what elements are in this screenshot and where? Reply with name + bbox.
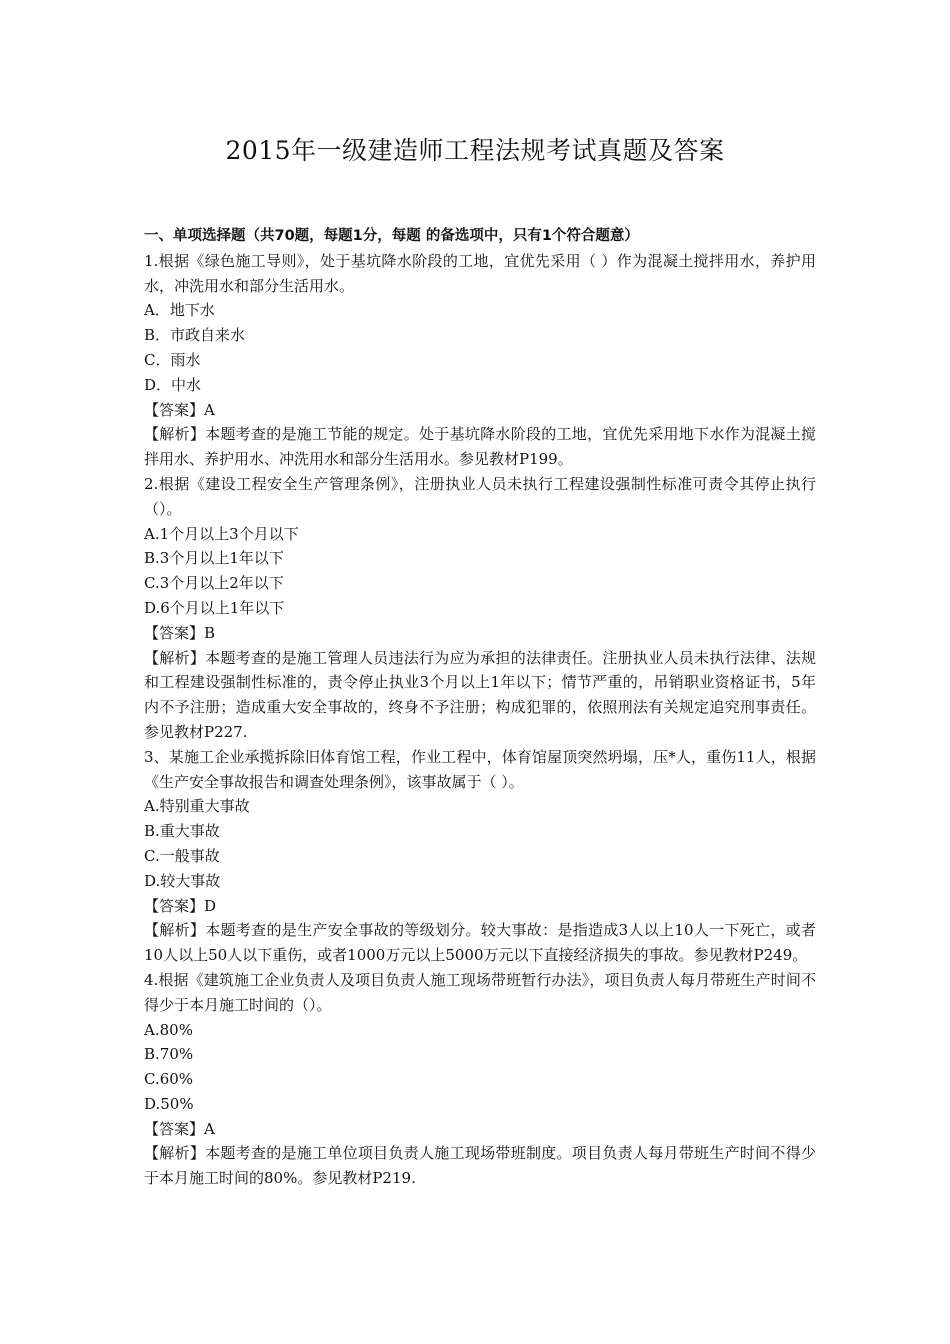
- option-d: D．中水: [144, 375, 202, 394]
- option-c: C.60%: [144, 1070, 194, 1089]
- question-2: [144, 472, 816, 745]
- option-d: D.50%: [144, 1094, 194, 1113]
- option-d: D.6个月以上1年以下: [144, 598, 285, 617]
- explanation: 【解析】本题考查的是施工单位项目负责人施工现场带班制度。项目负责人每月带班生产时间不得少于本月施工时间的80%。参见教材P219.: [144, 1144, 816, 1188]
- answer-line: 【答案】A: [144, 1119, 215, 1138]
- question-stem: 2.根据《建设工程安全生产管理条例》，注册执业人员未执行工程建设强制性标准可责令其停止执行（）。: [144, 474, 816, 518]
- question-1: [144, 249, 816, 472]
- option-b: B.重大事故: [144, 822, 220, 841]
- option-d: D.较大事故: [144, 871, 221, 890]
- question-3: [144, 745, 816, 968]
- option-b: B.70%: [144, 1045, 194, 1064]
- option-a: A．地下水: [144, 301, 215, 320]
- document-title: 2015年一级建造师工程法规考试真题及答案: [225, 136, 725, 165]
- option-b: B．市政自来水: [144, 326, 246, 345]
- section-heading: 一、单项选择题（共70题，每题1分，每题 的备选项中，只有1个符合题意）: [144, 228, 639, 244]
- option-a: A.80%: [144, 1020, 193, 1039]
- question-stem: 4.根据《建筑施工企业负责人及项目负责人施工现场带班暂行办法》，项目负责人每月带班生产时间不得少于本月施工时间的（）。: [144, 970, 816, 1014]
- question-4: [144, 968, 816, 1191]
- answer-line: 【答案】A: [144, 400, 215, 419]
- option-a: A.1个月以上3个月以下: [144, 524, 299, 543]
- answer-line: 【答案】B: [144, 623, 216, 642]
- question-stem: 3、某施工企业承揽拆除旧体育馆工程，作业工程中，体育馆屋顶突然坍塌，压*人，重伤11人，根据《生产安全事故报告和调查处理条例》，该事故属于（ ）。: [144, 747, 816, 791]
- explanation: 【解析】本题考查的是施工节能的规定。处于基坑降水阶段的工地，宜优先采用地下水作为混凝土搅拌用水、养护用水、冲洗用水和部分生活用水。参见教材P199。: [144, 425, 816, 469]
- explanation: 【解析】本题考查的是施工管理人员违法行为应为承担的法律责任。注册执业人员未执行法律、法规和工程建设强制性标准的，责令停止执业3个月以上1年以下；情节严重的，吊销职业资格证书，5年内不予注册；造成重大安全事故的，终身不予注册；构成犯罪的，依照刑法有关规定追究刑事责任。参见教材P227.: [144, 648, 816, 741]
- answer-line: 【答案】D: [144, 896, 217, 915]
- option-a: A.特别重大事故: [144, 797, 250, 816]
- explanation: 【解析】本题考查的是生产安全事故的等级划分。较大事故：是指造成3人以上10人一下死亡，或者10人以上50人以下重伤，或者1000万元以上5000万元以下直接经济损失的事故。参见教材P249。: [144, 921, 816, 965]
- option-c: C.3个月以上2年以下: [144, 574, 284, 593]
- option-c: C．雨水: [144, 350, 201, 369]
- document-body: [144, 224, 816, 1191]
- option-c: C.一般事故: [144, 846, 220, 865]
- option-b: B.3个月以上1年以下: [144, 549, 284, 568]
- question-stem: 1.根据《绿色施工导则》，处于基坑降水阶段的工地，宜优先采用（ ）作为混凝土搅拌用水，养护用水，冲洗用水和部分生活用水。: [144, 251, 816, 295]
